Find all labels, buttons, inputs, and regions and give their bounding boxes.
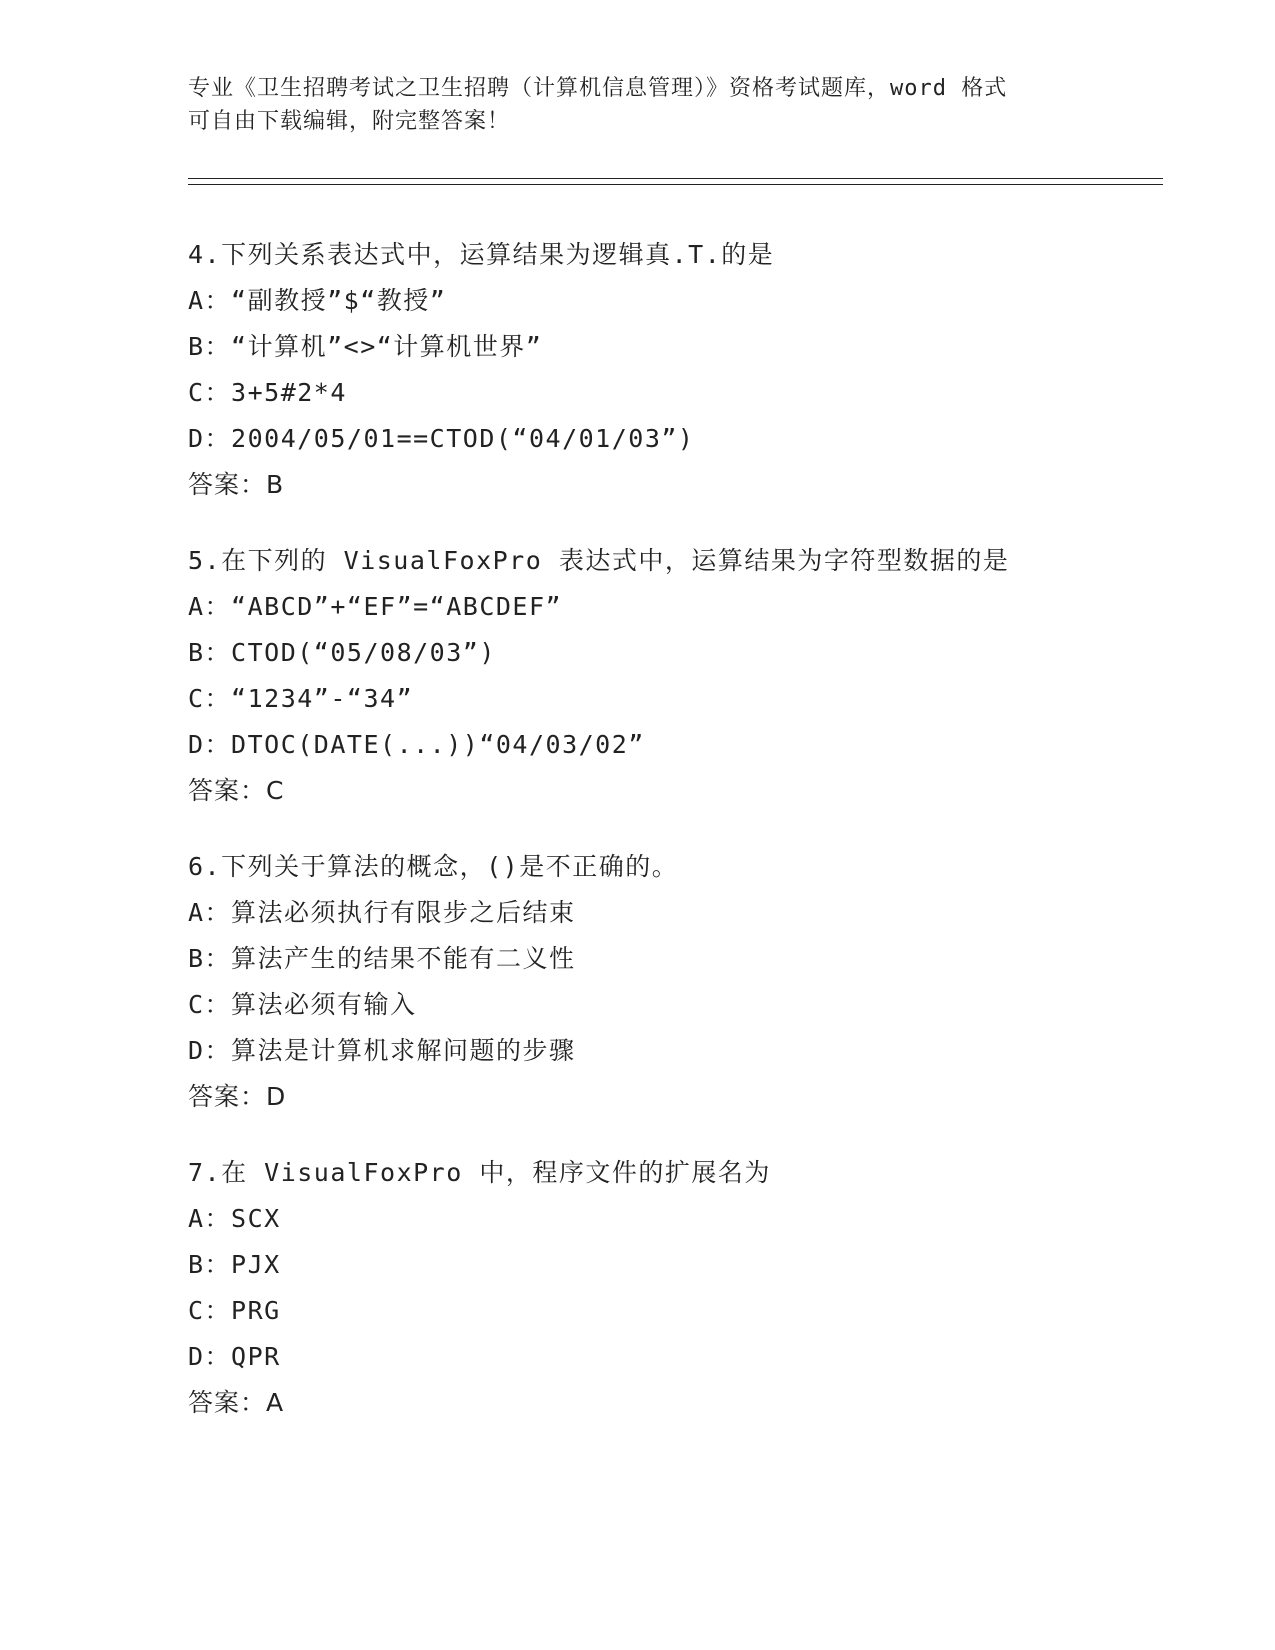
header-line-2: 可自由下载编辑，附完整答案！ <box>188 109 511 134</box>
question-stem: 4.下列关系表达式中，运算结果为逻辑真.T.的是 <box>188 240 775 269</box>
option-c: C：算法必须有输入 <box>188 990 417 1019</box>
option-a: A：算法必须执行有限步之后结束 <box>188 898 576 927</box>
option-c: C：3+5#2*4 <box>188 378 347 407</box>
answer-line: 答案：A <box>188 1388 285 1417</box>
option-b: B：算法产生的结果不能有二义性 <box>188 944 576 973</box>
option-c: C：“1234”-“34” <box>188 684 414 713</box>
question-block-6 <box>188 844 1138 1120</box>
question-stem: 7.在 VisualFoxPro 中，程序文件的扩展名为 <box>188 1158 771 1187</box>
option-c: C：PRG <box>188 1296 281 1325</box>
question-block-7 <box>188 1150 1138 1426</box>
header-line-1: 专业《卫生招聘考试之卫生招聘（计算机信息管理）》资格考试题库，word 格式 <box>188 76 1008 101</box>
question-block-5 <box>188 538 1138 814</box>
header-divider-bottom <box>188 184 1163 185</box>
option-a: A：“副教授”$“教授” <box>188 286 447 315</box>
answer-line: 答案：B <box>188 470 285 499</box>
option-d: D：算法是计算机求解问题的步骤 <box>188 1036 576 1065</box>
option-a: A：“ABCD”+“EF”=“ABCDEF” <box>188 592 563 621</box>
option-d: D：QPR <box>188 1342 281 1371</box>
option-a: A：SCX <box>188 1204 281 1233</box>
option-b: B：CTOD(“05/08/03”) <box>188 638 496 667</box>
option-d: D：DTOC(DATE(...))“04/03/02” <box>188 730 645 759</box>
document-header <box>188 72 1088 138</box>
option-b: B：PJX <box>188 1250 281 1279</box>
question-stem: 6.下列关于算法的概念，()是不正确的。 <box>188 852 679 881</box>
answer-line: 答案：D <box>188 1082 287 1111</box>
header-divider-top <box>188 178 1163 179</box>
question-stem: 5.在下列的 VisualFoxPro 表达式中，运算结果为字符型数据的是 <box>188 546 1010 575</box>
option-b: B：“计算机”<>“计算机世界” <box>188 332 543 361</box>
question-block-4 <box>188 232 1138 508</box>
option-d: D：2004/05/01==CTOD(“04/01/03”) <box>188 424 695 453</box>
answer-line: 答案：C <box>188 776 285 805</box>
